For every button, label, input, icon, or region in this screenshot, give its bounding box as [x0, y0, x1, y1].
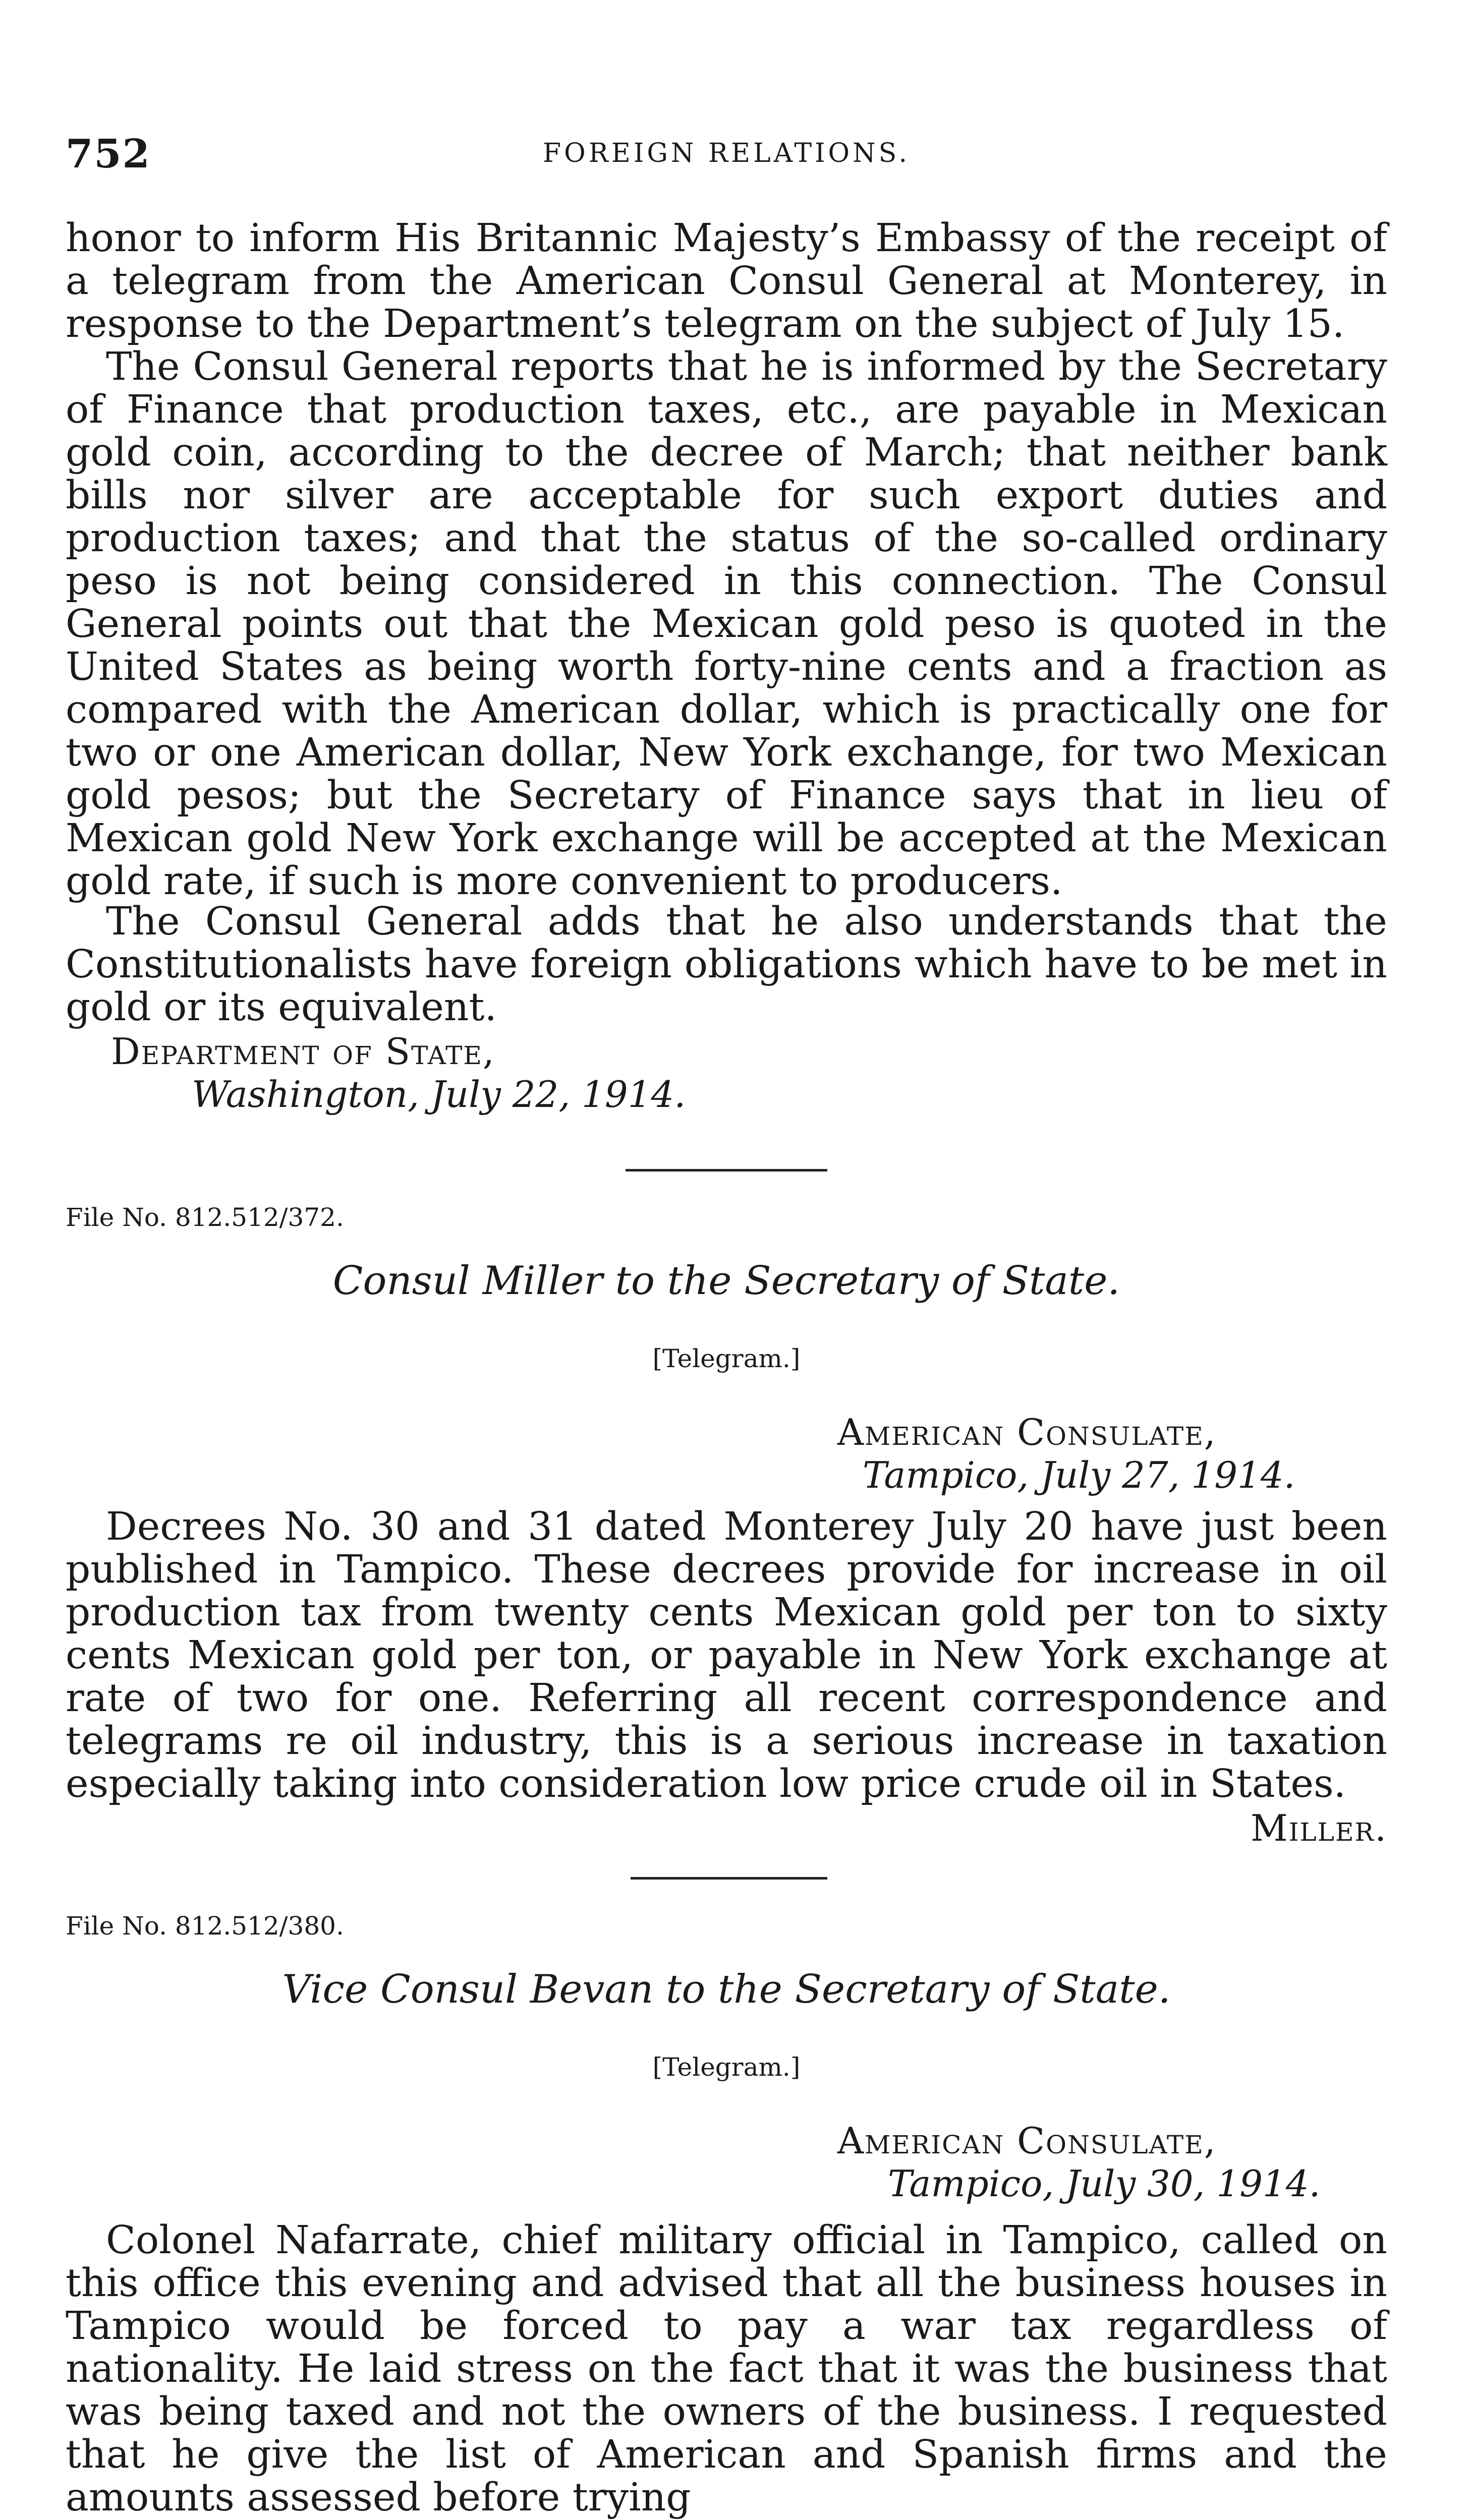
telegram-body: Colonel Nafarrate, chief military official in Tampico, called on this office this evening and advised that all the business houses in Tampico would be forced to pay a war tax regardless of nationality. He laid stress on the fact that it was the business that was being taxed and not the owners of the business. I requested that he give the list of American and Spanish firms and the amounts assessed before trying	[66, 2218, 1387, 2520]
page-number: 752	[66, 131, 151, 177]
section-divider	[631, 1877, 827, 1880]
consulate-place-date: Tampico, July 27, 1914.	[863, 1454, 1295, 1496]
sender-department: Department of State,	[111, 1030, 495, 1073]
document-heading: Consul Miller to the Secretary of State.	[332, 1258, 1120, 1304]
consulate-name: American Consulate,	[837, 2120, 1217, 2162]
running-head	[66, 131, 1387, 182]
paragraph-constitutionalists: The Consul General adds that he also understands that the Constitutionalists have foreign obligations which have to be met in gold or its equivalent.	[66, 899, 1387, 1030]
signature: Miller.	[1251, 1807, 1387, 1849]
section-divider	[626, 1169, 827, 1171]
paragraph-consul-report: The Consul General reports that he is informed by the Secretary of Finance that production taxes, etc., are payable in Mexican gold coin, according to the decree of March; that neither bank bills nor silver are acceptable for such export duties and production taxes; and that the status of the so-called ordinary peso is not being considered in this connection. The Consul General points out that the Mexican gold peso is quoted in the United States as being worth forty-nine cents and a fraction as compared with the American dollar, which is practically one for two or one American dollar, New York exchange, for two Mexican gold pesos; but the Secretary of Finance says that in lieu of Mexican gold New York exchange will be accepted at the Mexican gold rate, if such is more convenient to producers.	[66, 344, 1387, 904]
telegram-note: [Telegram.]	[652, 1344, 801, 1373]
paragraph-continuation: honor to inform His Britannic Majesty’s Embassy of the receipt of a telegram from the American Consul General at Monterey, in response to the Department’s telegram on the subject of July 15.	[66, 216, 1387, 346]
file-number: File No. 812.512/372.	[66, 1203, 344, 1232]
running-title: FOREIGN RELATIONS.	[543, 138, 910, 168]
telegram-body: Decrees No. 30 and 31 dated Monterey July 20 have just been published in Tampico. These decrees provide for increase in oil production tax from twenty cents Mexican gold per ton to sixty cents Mexican gold per ton, or payable in New York exchange at rate of two for one. Referring all recent correspondence and telegrams re oil industry, this is a serious increase in taxation especially taking into consideration low price crude oil in States.	[66, 1504, 1387, 1806]
document-heading: Vice Consul Bevan to the Secretary of State.	[282, 1967, 1171, 2012]
consulate-place-date: Tampico, July 30, 1914.	[888, 2162, 1321, 2205]
consulate-name: American Consulate,	[837, 1411, 1217, 1453]
document-page	[66, 0, 1387, 2520]
file-number: File No. 812.512/380.	[66, 1911, 344, 1941]
telegram-note: [Telegram.]	[652, 2053, 801, 2082]
sender-place-date: Washington, July 22, 1914.	[192, 1073, 686, 1116]
